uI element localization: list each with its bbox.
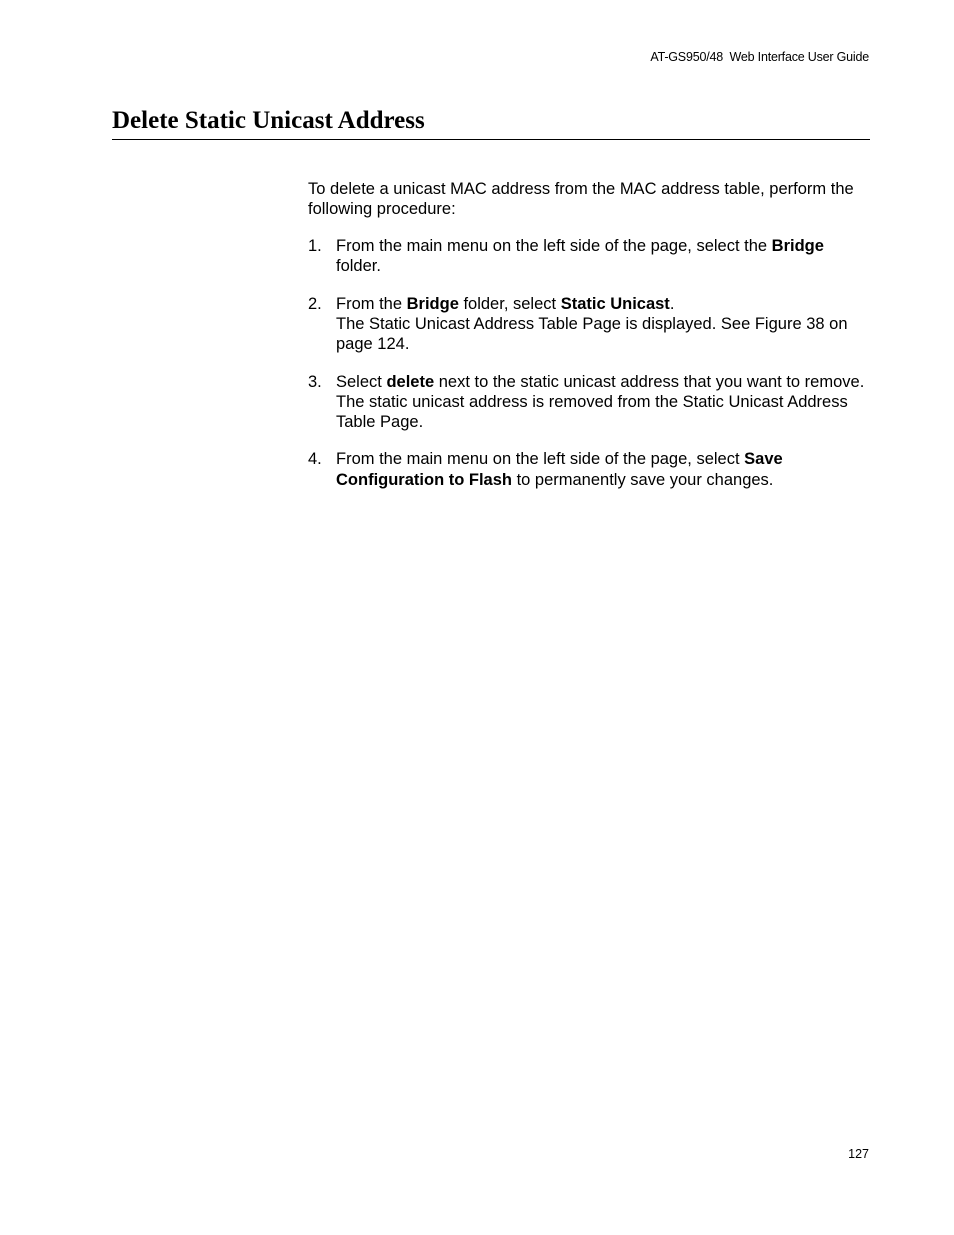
step-3 xyxy=(308,372,873,433)
procedure-body xyxy=(308,179,873,507)
step-number: 4. xyxy=(308,450,322,469)
step-4 xyxy=(308,449,873,490)
menu-item-bridge: Bridge xyxy=(406,294,459,313)
menu-item-save-configuration: Save Configuration to Flash xyxy=(336,450,783,489)
step-text: From the main menu on the left side of the page, select the Bridge folder. xyxy=(336,237,824,276)
menu-item-bridge: Bridge xyxy=(771,237,824,256)
step-1 xyxy=(308,236,873,277)
step-number: 1. xyxy=(308,237,322,256)
delete-link-label: delete xyxy=(386,372,435,391)
step-number: 3. xyxy=(308,372,322,391)
procedure-steps xyxy=(308,236,873,490)
step-text: Select delete next to the static unicast address that you want to remove. xyxy=(336,372,865,391)
step-result: The Static Unicast Address Table Page is displayed. See Figure 38 on page 124. xyxy=(336,314,848,354)
step-result: The static unicast address is removed from the Static Unicast Address Table Page. xyxy=(336,392,848,432)
intro-paragraph: To delete a unicast MAC address from the MAC address table, perform the following procedure: xyxy=(308,180,854,219)
running-header: AT-GS950/48 Web Interface User Guide xyxy=(650,50,869,64)
step-text: From the main menu on the left side of the page, select Save Configuration to Flash to permanently save your changes. xyxy=(336,450,783,489)
section-title: Delete Static Unicast Address xyxy=(112,107,425,134)
page-number: 127 xyxy=(848,1147,869,1161)
menu-item-static-unicast: Static Unicast xyxy=(560,294,670,313)
step-number: 2. xyxy=(308,294,322,313)
title-rule xyxy=(112,139,870,140)
step-2 xyxy=(308,294,873,355)
step-text: From the Bridge folder, select Static Unicast. xyxy=(336,294,675,313)
